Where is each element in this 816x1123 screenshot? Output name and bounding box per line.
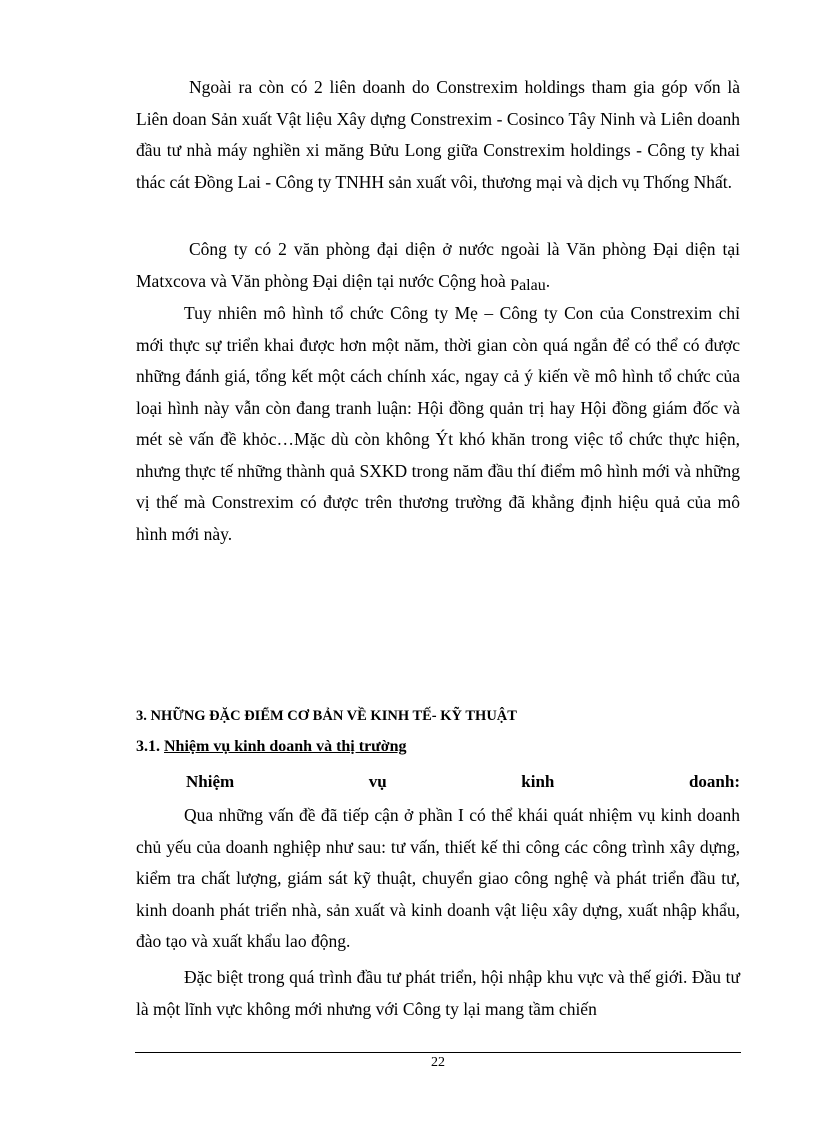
paragraph-representative-offices (136, 234, 740, 301)
footer-divider (135, 1052, 741, 1053)
subheading-word: vụ (368, 772, 387, 791)
paragraph-investment: Đặc biệt trong quá trình đầu tư phát triển, hội nhập khu vực và thế giới. Đầu tư là một lĩnh vực không mới nhưng với Công ty lại mang tầm chiến (136, 967, 740, 1019)
paragraph-end-punct: . (545, 270, 551, 291)
subheading-word: doanh: (688, 772, 740, 791)
section-3-heading: 3. NHỮNG ĐẶC ĐIỂM CƠ BẢN VỀ KINH TẾ- KỸ THUẬT (136, 708, 517, 724)
paragraph-joint-ventures: Ngoài ra còn có 2 liên doanh do Constrexim holdings tham gia góp vốn là Liên doan Sản xuất Vật liệu Xây dựng Constrexim - Cosinco Tây Ninh và Liên doanh đầu tư nhà máy nghiền xi măng Bửu Long giữa Constrexim holdings - Công ty khai thác cát Đồng Lai - Công ty TNHH sản xuất vôi, thương mại và dịch vụ Thống Nhất. (136, 77, 740, 192)
subheading-business-tasks (186, 772, 740, 792)
subheading-word: Nhiệm (186, 772, 235, 791)
page-number: 22 (431, 1055, 445, 1070)
section-3-1-heading (136, 738, 407, 756)
section-3-1-title: Nhiệm vụ kinh doanh và thị trường (164, 738, 407, 755)
paragraph-text: Công ty có 2 văn phòng đại diện ở nước ngoài là Văn phòng Đại diện tại Matxcova và Văn phòng Đại diện tại nước Cộng hoà (136, 239, 740, 291)
subheading-word: kinh (521, 772, 555, 791)
paragraph-business-tasks: Qua những vấn đề đã tiếp cận ở phần I có thể khái quát nhiệm vụ kinh doanh chủ yếu của doanh nghiệp như sau: tư vấn, thiết kế thi công các công trình xây dựng, kiểm tra chất lượng, giám sát kỹ thuật, chuyển giao công nghệ và phát triển đầu tư, kinh doanh phát triển nhà, sản xuất và kinh doanh vật liệu xây dựng, xuất nhập khẩu, đào tạo và xuất khẩu lao động. (136, 805, 740, 951)
palau-text: Palau (510, 276, 546, 294)
section-3-1-number: 3.1. (136, 738, 164, 755)
paragraph-organization-model: Tuy nhiên mô hình tổ chức Công ty Mẹ – Công ty Con của Constrexim chỉ mới thực sự triển khai được hơn một năm, thời gian còn quá ngắn để có thể có được những đánh giá, tổng kết một cách chính xác, ngay cả ý kiến về mô hình tổ chức của loại hình này vẫn còn đang tranh luận: Hội đồng quản trị hay Hội đồng giám đốc và mét sè vấn đề khỏc…Mặc dù còn không Ýt khó khăn trong việc tổ chức thực hiện, nhưng thực tế những thành quả SXKD trong năm đầu thí điểm mô hình mới và những vị thế mà Constrexim có được trên thương trường đã khẳng định hiệu quả của mô hình mới này. (136, 303, 740, 544)
